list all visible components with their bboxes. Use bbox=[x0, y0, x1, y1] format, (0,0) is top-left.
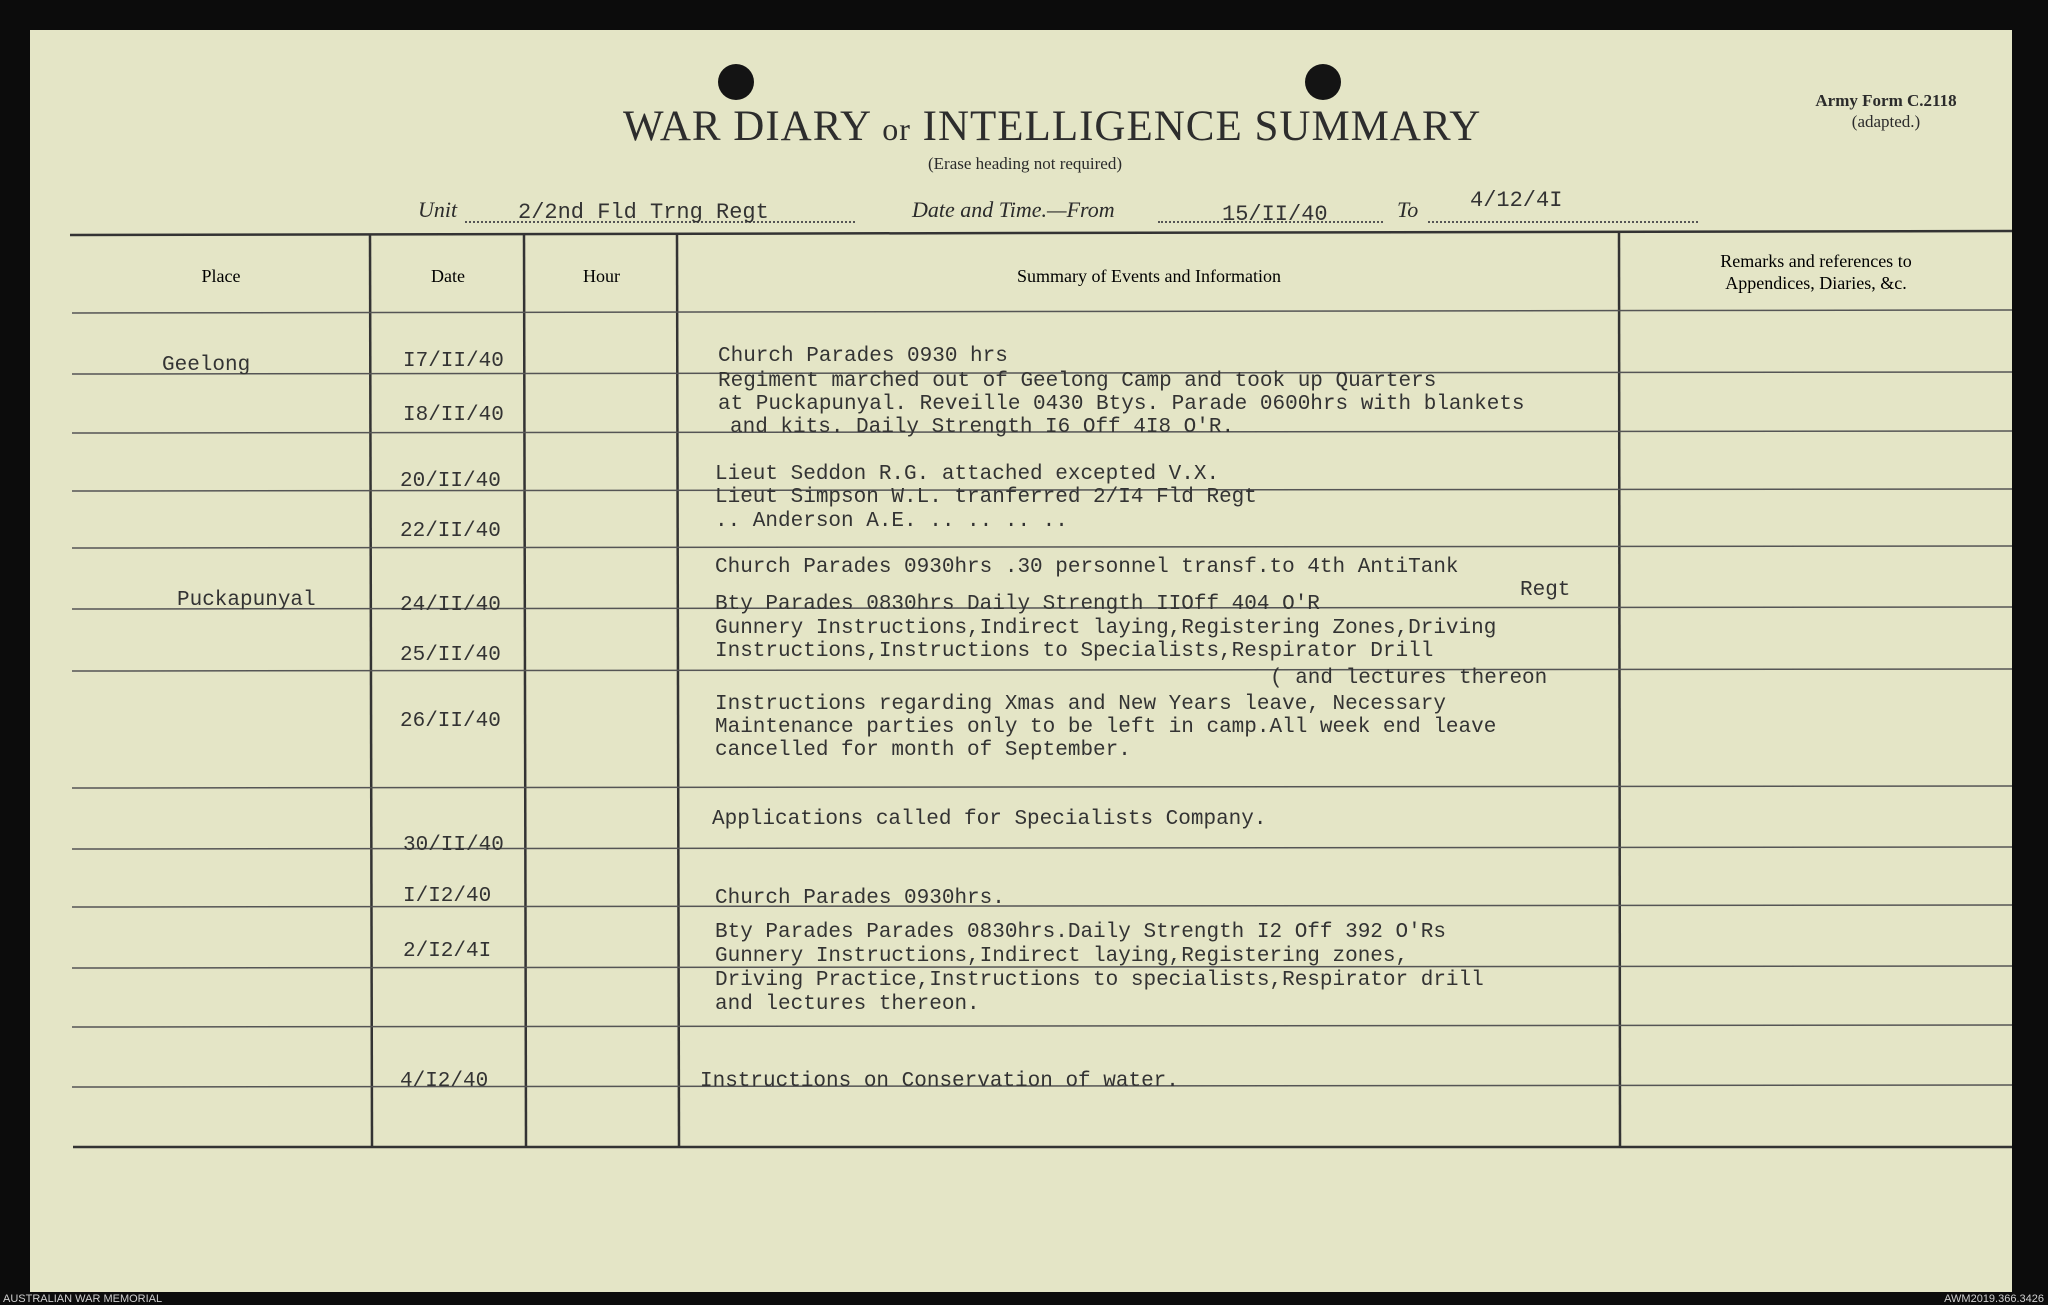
entry-line: Maintenance parties only to be left in camp.All week end leave bbox=[715, 716, 1497, 739]
date-cell: 20/II/40 bbox=[400, 470, 501, 493]
entry-line: Lieut Seddon R.G. attached excepted V.X. bbox=[715, 463, 1220, 486]
place-cell: Puckapunyal bbox=[177, 589, 316, 612]
date-cell: I/I2/40 bbox=[403, 885, 492, 908]
place-cell: Geelong bbox=[162, 354, 251, 377]
entry-line: at Puckapunyal. Reveille 0430 Btys. Parade 0600hrs with blankets bbox=[718, 393, 1525, 416]
unit-label: Unit bbox=[418, 197, 458, 222]
entry-line: Instructions,Instructions to Specialists,Respirator Drill bbox=[715, 640, 1434, 663]
entry-line: Gunnery Instructions,Indirect laying,Registering Zones,Driving bbox=[715, 617, 1497, 640]
date-cell: 24/II/40 bbox=[400, 594, 501, 617]
entry-line: Regt bbox=[1520, 579, 1571, 602]
date-from-value: 15/II/40 bbox=[1222, 202, 1328, 227]
diary-sheet bbox=[30, 30, 2012, 1292]
col-header-remarks-line2: Appendices, Diaries, &c. bbox=[1725, 273, 1907, 293]
entry-line: Lieut Simpson W.L. tranferred 2/I4 Fld Regt bbox=[715, 486, 1257, 509]
entry-line: Applications called for Specialists Company. bbox=[712, 808, 1267, 831]
date-to-value: 4/12/4I bbox=[1470, 188, 1563, 213]
title-or: or bbox=[882, 111, 911, 147]
entry-line: Church Parades 0930 hrs bbox=[718, 345, 1008, 368]
col-header-hour: Hour bbox=[583, 266, 620, 286]
footer-left: AUSTRALIAN WAR MEMORIAL bbox=[3, 1293, 163, 1305]
entry-line: Church Parades 0930hrs. bbox=[715, 887, 1005, 910]
entry-line: Instructions on Conservation of water. bbox=[700, 1070, 1179, 1093]
entry-line: .. Anderson A.E. .. .. .. .. bbox=[715, 510, 1068, 533]
entry-line: Instructions regarding Xmas and New Years leave, Necessary bbox=[715, 693, 1446, 716]
date-cell: 30/II/40 bbox=[403, 834, 504, 857]
entry-line: Bty Parades 0830hrs Daily Strength IIOff 404 O'R bbox=[715, 593, 1320, 616]
col-header-summary: Summary of Events and Information bbox=[1017, 266, 1281, 286]
entry-line: and kits. Daily Strength I6 Off 4I8 O'R. bbox=[730, 416, 1235, 439]
entry-line: Gunnery Instructions,Indirect laying,Registering zones, bbox=[715, 945, 1409, 968]
date-cell: I8/II/40 bbox=[403, 404, 504, 427]
col-header-place: Place bbox=[201, 266, 241, 286]
date-cell: 26/II/40 bbox=[400, 710, 501, 733]
date-to-label: To bbox=[1397, 197, 1419, 222]
date-cell: I7/II/40 bbox=[403, 350, 504, 373]
erase-note: (Erase heading not required) bbox=[928, 154, 1122, 173]
date-cell: 25/II/40 bbox=[400, 644, 501, 667]
date-from-label: Date and Time.—From bbox=[912, 197, 1115, 222]
entry-line: Bty Parades Parades 0830hrs.Daily Strength I2 Off 392 O'Rs bbox=[715, 921, 1446, 944]
date-cell: 2/I2/4I bbox=[403, 940, 492, 963]
army-form-line2: (adapted.) bbox=[1851, 112, 1921, 131]
entry-line: Driving Practice,Instructions to specialists,Respirator drill bbox=[715, 969, 1484, 992]
col-header-date: Date bbox=[431, 266, 465, 286]
unit-value: 2/2nd Fld Trng Regt bbox=[518, 200, 769, 225]
entry-line: and lectures thereon. bbox=[715, 993, 980, 1016]
entry-line: cancelled for month of September. bbox=[715, 739, 1131, 762]
title-intelligence-summary: INTELLIGENCE SUMMARY bbox=[922, 103, 1482, 150]
footer-right: AWM2019.366.3426 bbox=[1944, 1293, 2044, 1305]
col-header-remarks bbox=[1620, 250, 2012, 294]
col-header-remarks-line1: Remarks and references to bbox=[1720, 251, 1912, 271]
date-cell: 4/I2/40 bbox=[400, 1070, 489, 1093]
entry-line: Regiment marched out of Geelong Camp and took up Quarters bbox=[718, 370, 1437, 393]
army-form-line1: Army Form C.2118 bbox=[1815, 91, 1957, 110]
date-cell: 22/II/40 bbox=[400, 520, 501, 543]
entry-line: ( and lectures thereon bbox=[1270, 667, 1548, 690]
title-war-diary: WAR DIARY bbox=[623, 103, 871, 150]
entry-line: Church Parades 0930hrs .30 personnel transf.to 4th AntiTank bbox=[715, 556, 1459, 579]
